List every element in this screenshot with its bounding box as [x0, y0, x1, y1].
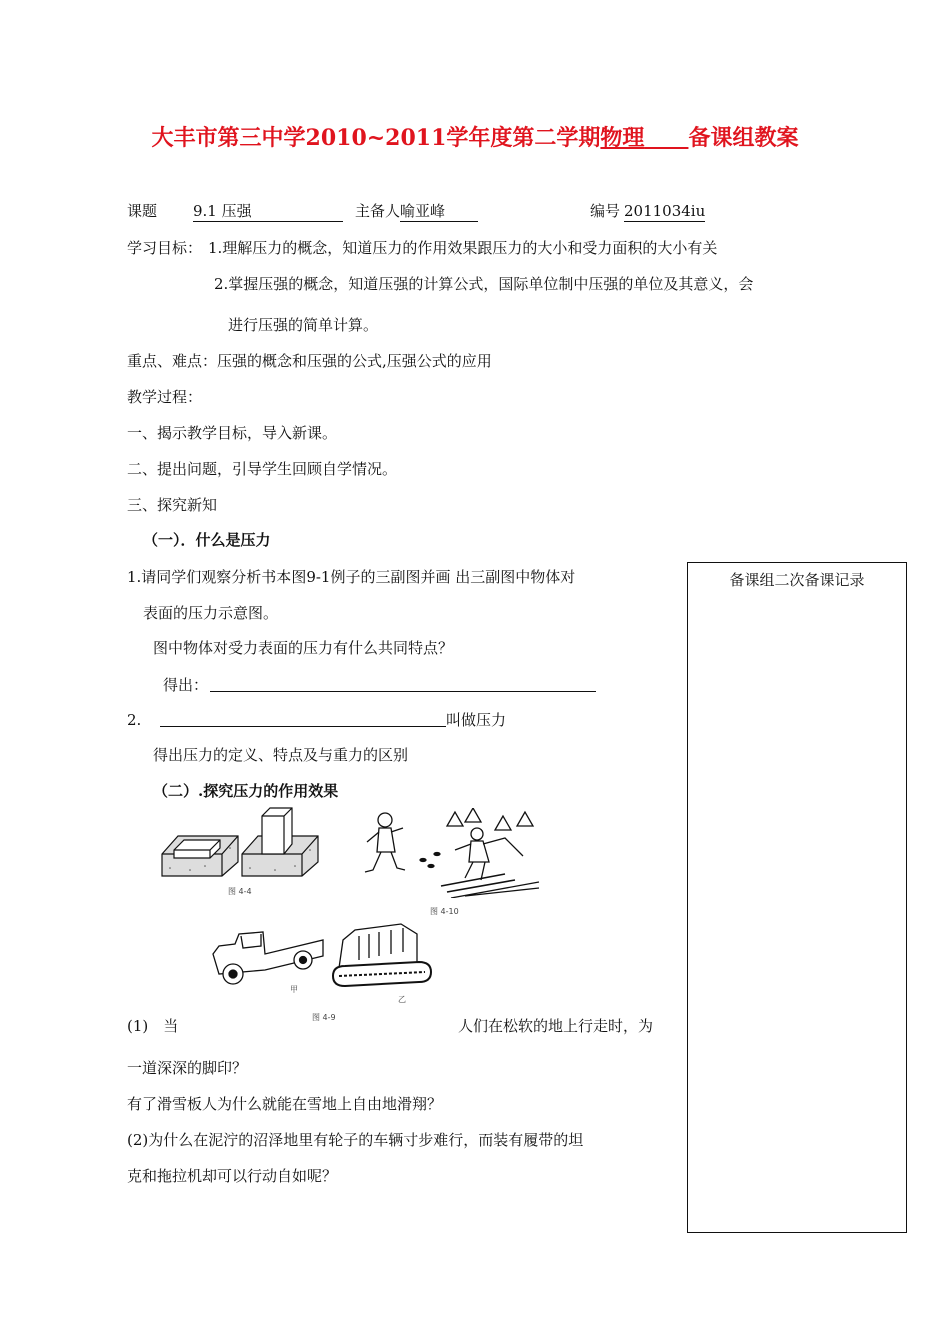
figure-bricks-on-sponge [160, 806, 320, 878]
section2-q2-line1: (2)为什么在泥泞的沼泽地里有轮子的车辆寸步难行，而装有履带的坦 [127, 1131, 584, 1149]
process-label: 教学过程： [127, 388, 203, 406]
objective-2-line2: 进行压强的简单计算。 [228, 316, 379, 334]
step-1: 一、揭示教学目标，导入新课。 [127, 424, 338, 442]
section2-q1-line2: 一道深深的脚印？ [127, 1059, 248, 1077]
section1-q1-line2: 表面的压力示意图。 [143, 604, 279, 622]
page-title [0, 124, 950, 152]
answer-blank-1[interactable] [210, 691, 596, 692]
section2-q2-line2: 克和拖拉机却可以行动自如呢？ [127, 1167, 338, 1185]
number-value: 2011034iu [624, 202, 706, 220]
section1-heading: （一）．什么是压力 [143, 531, 271, 549]
title-prefix: 大丰市第三中学2010~2011学年度第二学期 [151, 125, 601, 151]
section1-q2-num: 2. [127, 711, 142, 729]
caption-fig-4-10: 图 4-10 [430, 907, 459, 916]
number-label: 编号 [590, 202, 621, 220]
section2-heading: （二）.探究压力的作用效果 [153, 782, 339, 800]
title-subject: 物理 [600, 125, 645, 151]
preparer-value: 喻亚峰 [400, 201, 478, 222]
topic-label: 课题 [127, 202, 158, 220]
section1-q1-line1: 1.请同学们观察分析书本图9-1例子的三副图并画 出三副图中物体对 [127, 568, 576, 586]
objectives-label: 学习目标： [127, 239, 203, 257]
label-yi: 乙 [398, 995, 406, 1004]
caption-fig-4-4: 图 4-4 [228, 887, 252, 896]
topic-value: 9.1 压强 [193, 201, 343, 222]
section1-q2-line2: 得出压力的定义、特点及与重力的区别 [153, 746, 409, 764]
preparer-label: 主备人 [355, 202, 401, 220]
figure-truck-and-tractor [205, 918, 445, 1000]
section2-q1-tail: 人们在松软的地上行走时，为 [458, 1017, 654, 1035]
section1-q2-suffix: 叫做压力 [446, 711, 507, 729]
key-points: 重点、难点：压强的概念和压强的公式,压强公式的应用 [127, 352, 492, 370]
section1-q1-result: 得出： [163, 676, 209, 694]
step-3: 三、探究新知 [127, 496, 218, 514]
secondary-notes-label: 备课组二次备课记录 [729, 571, 865, 589]
section1-q1-line3: 图中物体对受力表面的压力有什么共同特点？ [153, 639, 454, 657]
section2-q1-line3: 有了滑雪板人为什么就能在雪地上自由地滑翔？ [127, 1095, 443, 1113]
caption-fig-4-9: 图 4-9 [312, 1013, 336, 1022]
objective-2-line1: 2.掌握压强的概念，知道压强的计算公式，国际单位制中压强的单位及其意义，会 [214, 275, 754, 293]
step-2: 二、提出问题，引导学生回顾自学情况。 [127, 460, 398, 478]
section2-q1-num: (1) 当 [127, 1017, 179, 1035]
objective-1: 1.理解压力的概念，知道压力的作用效果跟压力的大小和受力面积的大小有关 [208, 239, 718, 257]
secondary-notes-box[interactable] [687, 562, 907, 1233]
title-suffix: 备课组教案 [688, 125, 799, 151]
label-jia: 甲 [290, 985, 298, 994]
figure-walker-and-skier [355, 808, 540, 898]
answer-blank-2[interactable] [160, 726, 446, 727]
